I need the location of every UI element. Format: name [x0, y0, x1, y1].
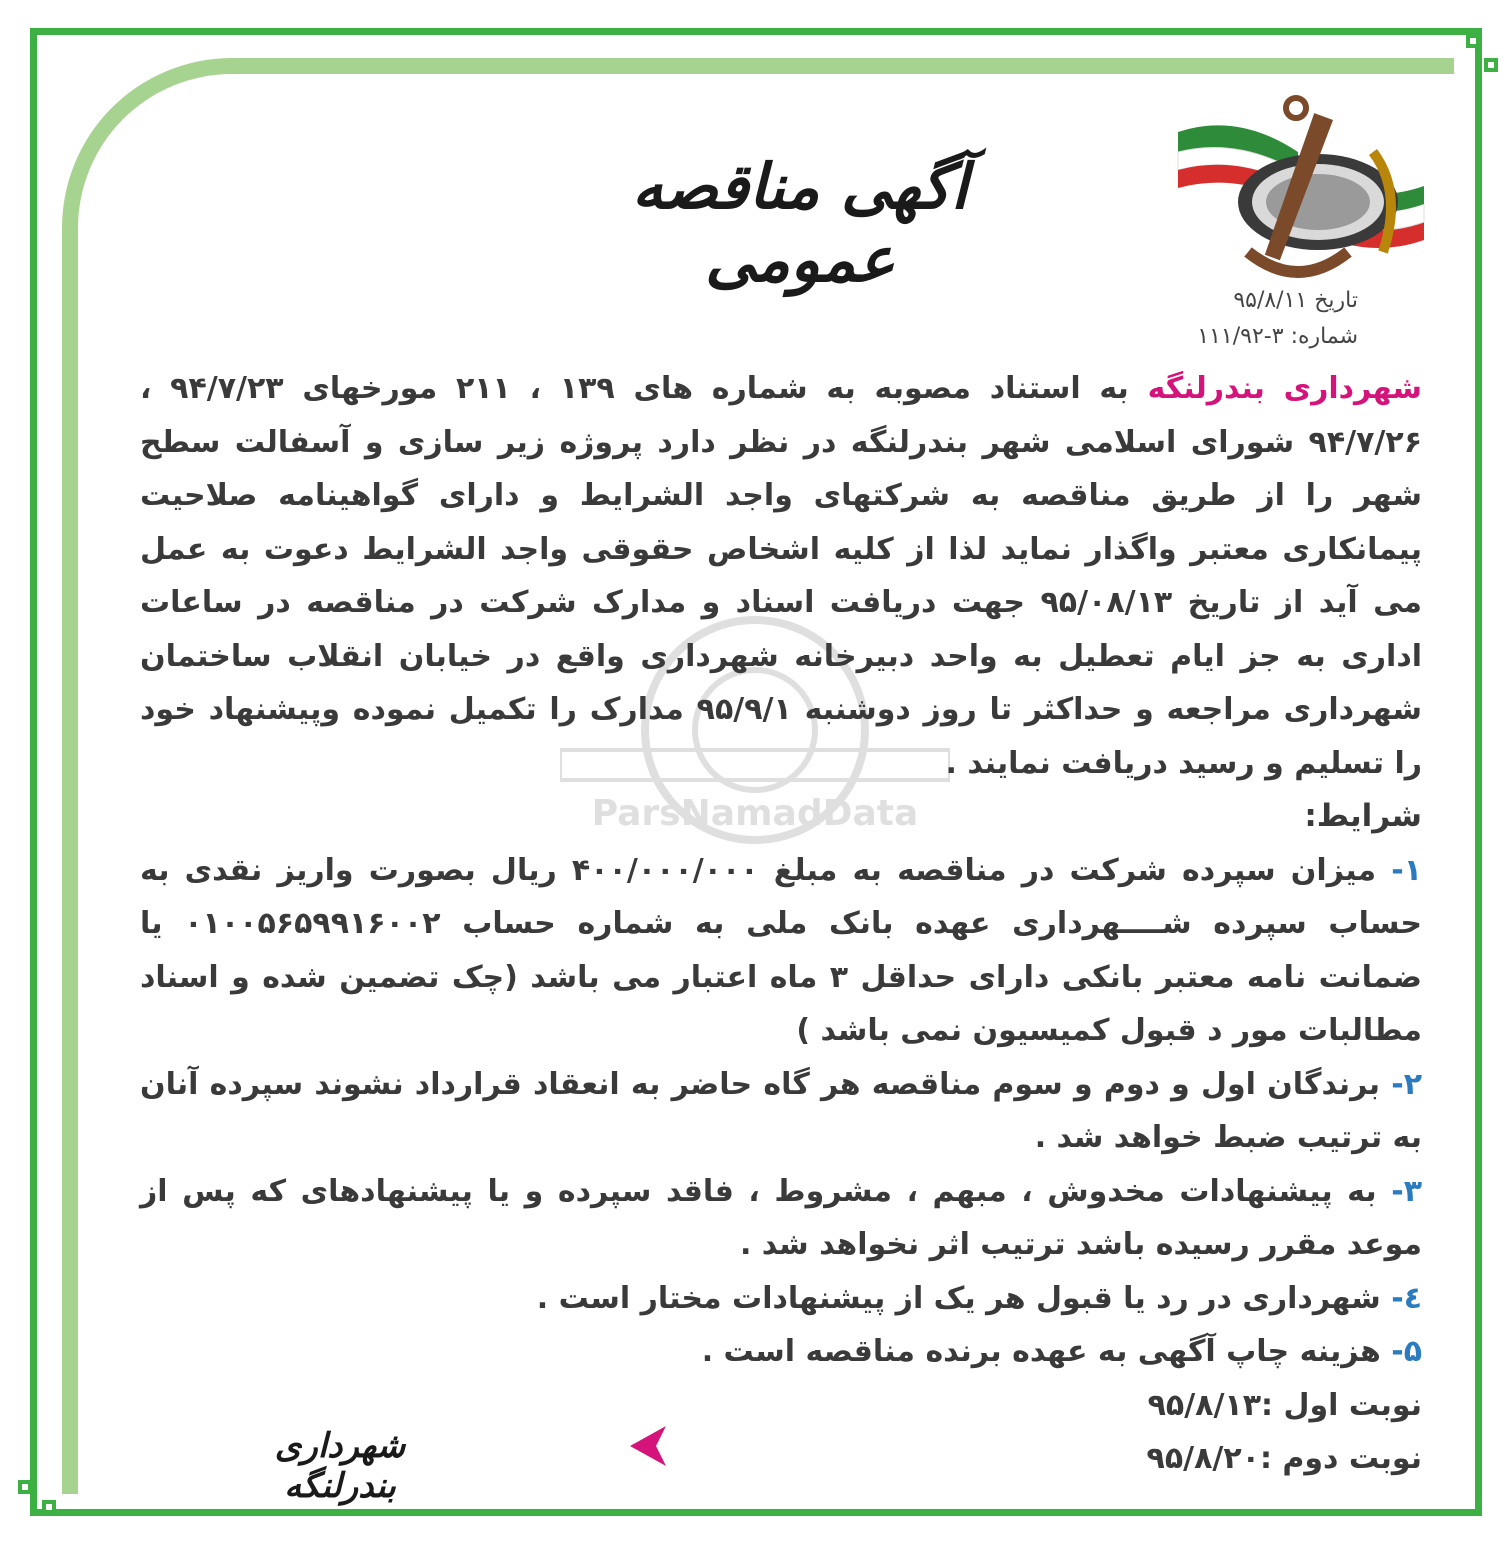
date-value: ۹۵/۸/۱۱: [1233, 288, 1308, 313]
condition-number: ۱-: [1391, 852, 1423, 888]
condition-text: برندگان اول و دوم و سوم مناقصه هر گاه حاضر به انعقاد قرارداد نشوند سپرده آنان به ترتیب ضبط خواهد شد .: [140, 1066, 1422, 1155]
condition-text: به پیشنهادات مخدوش ، مبهم ، مشروط ، فاقد سپرده و یا پیشنهادهای که پس از موعد مقرر رسیده باشد ترتیب اثر نخواهد شد .: [140, 1173, 1422, 1262]
watermark-brand: ParsNamadData: [591, 793, 919, 834]
publication-second: نوبت دوم :۹۵/۸/۲۰: [1146, 1441, 1422, 1476]
condition-text: هزینه چاپ آگهی به عهده برنده مناقصه است .: [701, 1334, 1381, 1369]
number-value: ۳-۱۱۱/۹۲: [1197, 324, 1284, 349]
municipality-logo-emblem: [1168, 92, 1434, 292]
condition-item: [140, 1058, 1422, 1165]
corner-square-top-right-2: [1484, 58, 1498, 72]
corner-square-top-right: [1466, 34, 1480, 48]
page-title: آگهی مناقصه عمومی: [631, 150, 969, 296]
condition-text: میزان سپرده شرکت در مناقصه به مبلغ ۴۰۰/۰۰۰/۰۰۰ ریال بصورت واریز نقدی به حساب سپرده شــــهرداری عهده بانک ملی به شماره حساب ۰۱۰۰۵۶۵۹۹۱۶۰۰۲ یا ضمانت نامه معتبر بانکی دارای حداقل ۳ ماه اعتبار می باشد (چک تضمین شده و اسناد مطالبات مور د قبول کمیسیون نمی باشد ): [140, 852, 1422, 1048]
conditions-heading: شرایط:: [1304, 798, 1422, 834]
org-name: شهرداری بندرلنگه: [1147, 371, 1422, 406]
condition-item: [140, 1165, 1422, 1272]
condition-text: شهرداری در رد یا قبول هر یک از پیشنهادات مختار است .: [536, 1280, 1381, 1316]
condition-number: ۲-: [1391, 1066, 1422, 1102]
condition-item: [140, 1325, 1422, 1379]
notice-date: [1233, 288, 1358, 313]
arrow-left-icon: [628, 1424, 668, 1468]
corner-square-bottom-left: [18, 1480, 32, 1494]
condition-number: ۳-: [1391, 1173, 1422, 1209]
intro-text: به استناد مصوبه به شماره های ۱۳۹ ، ۲۱۱ مورخهای ۹۴/۷/۲۳ ، ۹۴/۷/۲۶ شورای اسلامی شهر بندرلنگه در نظر دارد پروژه زیر سازی و آسفالت سطح شهر را از طریق مناقصه به شرکتهای واجد الشرایط و دارای گواهینامه صلاحیت پیمانکاری معتبر واگذار نماید لذا از کلیه اشخاص حقوقی واجد الشرایط دعوت به عمل می آید از تاریخ ۹۵/۰۸/۱۳ جهت دریافت اسناد و مدارک شرکت در مناقصه در ساعات اداری به جز ایام تعطیل به واحد دبیرخانه شهرداری واقع در خیابان انقلاب ساختمان شهرداری مراجعه و حداکثر تا روز دوشنبه ۹۵/۹/۱ مدارک را تکمیل نموده وپیشنهاد خود را تسلیم و رسید دریافت نمایند .: [140, 371, 1422, 781]
condition-number: ٤-: [1391, 1280, 1422, 1316]
number-label: شماره:: [1290, 324, 1358, 349]
condition-item: [140, 844, 1422, 1058]
signature: شهرداری بندرلنگه: [274, 1426, 406, 1506]
condition-number: ۵-: [1391, 1334, 1422, 1369]
notice-number: [1197, 324, 1358, 349]
publication-first: نوبت اول :۹۵/۸/۱۳: [1147, 1387, 1422, 1423]
corner-square-bottom-left-2: [42, 1500, 56, 1514]
condition-item: [140, 1272, 1422, 1326]
date-label: تاریخ: [1314, 288, 1358, 313]
notice-body: [140, 362, 1422, 1486]
intro-paragraph: [140, 362, 1422, 790]
